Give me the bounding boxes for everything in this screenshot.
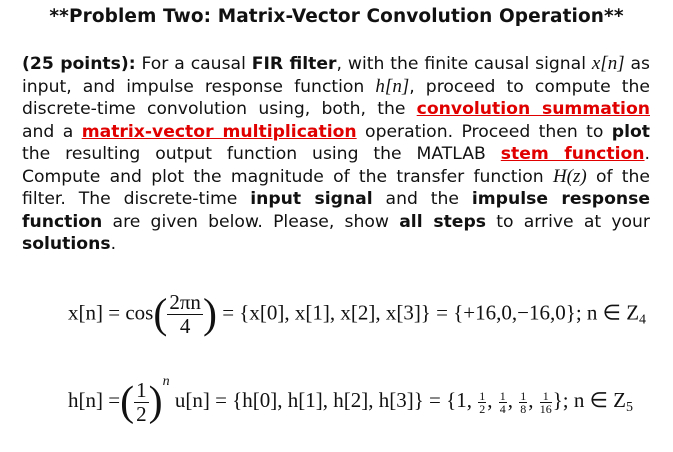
stem-function-link[interactable]: stem function <box>500 144 645 164</box>
solutions-term: solutions <box>22 234 111 254</box>
input-signal-term: input signal <box>250 189 373 209</box>
problem-paragraph: (25 points): For a causal FIR filter, with the finite causal signal x[n] as input, and impulse response function h[n], proceed to compute the discrete-time convolution using, both, the convolution summation and a matrix-vector multiplication operation. Proceed then to plot the resulting output function using the MATLAB stem function. Compute and plot the magnitude of the transfer function H(z) of the filter. The discrete-time input signal and the impulse response function are given below. Please, show all steps to arrive at your solutions. <box>22 53 651 254</box>
fraction-one-half: $\frac{1}{2}$ <box>136 377 147 426</box>
x-of-n: x[n] <box>591 53 625 74</box>
problem-title: **Problem Two: Matrix-Vector Convolution Operation** <box>49 6 624 27</box>
convolution-summation-link[interactable]: convolution summation <box>416 99 650 119</box>
equation-h: h[n] =( $\frac{1}{2}$ )$^n$ u[n] = {h[0], h[1], h[2], h[3]} = {1, $\frac{1}{2}$ , $\frac{1}{4}$ , $\frac{1}{8}$ , $\frac{1}{16}$ }; n ∈ $Z_5$ <box>68 374 633 426</box>
plot-term: plot <box>611 121 651 142</box>
h-of-z: H(z) <box>552 165 587 187</box>
equation-x: x[n] = cos( $\frac{2\pi n}{4}$ ) = {x[0], x[1], x[2], x[3]} = {+16,0,−16,0}; n ∈ $Z_4$ <box>68 290 647 338</box>
impulse-response-term: impulse response function <box>22 189 651 232</box>
points-label: (25 points): <box>22 54 136 74</box>
matrix-vector-multiplication-link[interactable]: matrix-vector multiplication <box>81 121 357 142</box>
all-steps-term: all steps <box>399 211 486 232</box>
h-of-n: h[n] <box>375 75 410 97</box>
fir-filter-term: FIR filter <box>251 54 337 74</box>
fraction-2pin-over-4: $\frac{2\pi n}{4}$ <box>169 290 201 338</box>
